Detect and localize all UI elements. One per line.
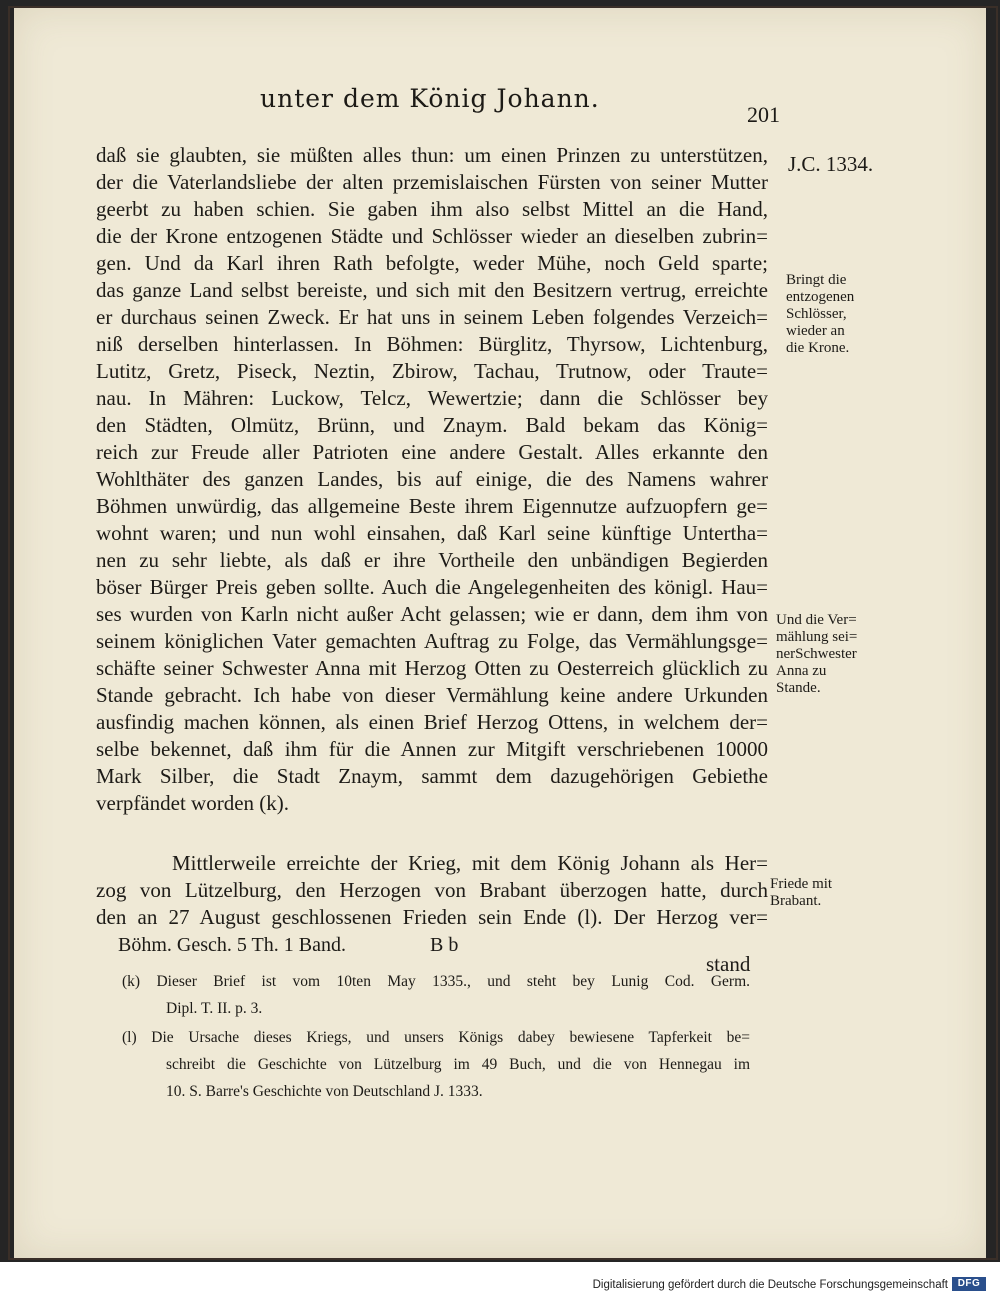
- margin-note-peace: Friede mit Brabant.: [770, 876, 833, 909]
- margin-note-crown: Bringt die entzogenen Schlösser, wieder an die Krone.: [786, 272, 855, 356]
- body-line: zog von Lützelburg, den Herzogen von Brabant überzogen hatte, durch: [96, 878, 768, 902]
- signature-mark: B b: [430, 934, 459, 956]
- body-line: Mark Silber, die Stadt Znaym, sammt dem dazugehörigen Gebiethe: [96, 764, 768, 788]
- credit-bar: [0, 1262, 1000, 1295]
- credit-text: Digitalisierung gefördert durch die Deutsche Forschungsgemeinschaft: [592, 1279, 948, 1291]
- body-line: er durchaus seinen Zweck. Er hat uns in seinem Leben folgendes Verzeich=: [96, 305, 768, 329]
- running-head: unter dem König Johann.: [260, 84, 600, 113]
- body-line: Stande gebracht. Ich habe von dieser Vermählung keine andere Urkunden: [96, 683, 768, 707]
- body-line: verpfändet worden (k).: [96, 791, 289, 815]
- body-line: wohnt waren; und nun wohl einsahen, daß Karl seine künftige Untertha=: [96, 521, 768, 545]
- signature-line: [118, 934, 758, 964]
- body-line: Böhmen unwürdig, das allgemeine Beste ihrem Eigennutze aufzuopfern ge=: [96, 494, 768, 518]
- body-line: schäfte seiner Schwester Anna mit Herzog Otten zu Oesterreich glücklich zu: [96, 656, 768, 680]
- page-header: [260, 84, 780, 128]
- footnote-l-line: 10. S. Barre's Geschichte von Deutschland J. 1333.: [166, 1083, 483, 1100]
- body-line: niß derselben hinterlassen. In Böhmen: Bürglitz, Thyrsow, Lichtenburg,: [96, 332, 768, 356]
- footnote-l-line: schreibt die Geschichte von Lützelburg im 49 Buch, und die von Hennegau im: [166, 1056, 750, 1073]
- body-line: Lutitz, Gretz, Piseck, Neztin, Zbirow, Tachau, Trutnow, oder Traute=: [96, 359, 768, 383]
- margin-note-marriage: Und die Ver= mählung sei= nerSchwester Anna zu Stande.: [776, 612, 858, 696]
- body-line: das ganze Land selbst bereiste, und sich mit den Besitzern vertrug, erreichte: [96, 278, 768, 302]
- footnote-l-line: (l) Die Ursache dieses Kriegs, und unsers Königs dabey bewiesene Tapferkeit be=: [122, 1029, 750, 1046]
- body-line: daß sie glaubten, sie müßten alles thun: um einen Prinzen zu unterstützen,: [96, 143, 768, 167]
- body-line: ses wurden von Karln nicht außer Acht gelassen; wie er dann, dem ihm von: [96, 602, 768, 626]
- body-line: Wohlthäter des ganzen Landes, bis auf einige, die des Namens wahrer: [96, 467, 768, 491]
- dfg-logo: DFG: [952, 1277, 986, 1291]
- signature-text: Böhm. Gesch. 5 Th. 1 Band.: [118, 934, 346, 956]
- margin-year: J.C. 1334.: [788, 152, 874, 176]
- body-line: böser Bürger Preis geben sollte. Auch die Angelegenheiten des königl. Hau=: [96, 575, 768, 599]
- body-line: die der Krone entzogenen Städte und Schlösser wieder an dieselben zubrin=: [96, 224, 768, 248]
- body-line: reich zur Freude aller Patrioten eine andere Gestalt. Alles erkannte den: [96, 440, 768, 464]
- body-line: den Städten, Olmütz, Brünn, und Znaym. Bald bekam das König=: [96, 413, 768, 437]
- body-line: Mittlerweile erreichte der Krieg, mit dem König Johann als Her=: [172, 851, 768, 875]
- body-line: gen. Und da Karl ihren Rath befolgte, weder Mühe, noch Geld sparte;: [96, 251, 768, 275]
- catchword: stand: [706, 952, 751, 976]
- footnote-k-line: (k) Dieser Brief ist vom 10ten May 1335., und steht bey Lunig Cod. Germ.: [122, 973, 750, 990]
- body-line: nau. In Mähren: Luckow, Telcz, Wewertzie; dann die Schlösser bey: [96, 386, 768, 410]
- body-line: selbe bekennet, daß ihm für die Annen zur Mitgift verschriebenen 10000: [96, 737, 768, 761]
- body-line: den an 27 August geschlossenen Frieden sein Ende (l). Der Herzog ver=: [96, 905, 768, 929]
- page-number: 201: [747, 102, 780, 127]
- body-line: geerbt zu haben schien. Sie gaben ihm also selbst Mittel an die Hand,: [96, 197, 768, 221]
- footnote-k-line: Dipl. T. II. p. 3.: [166, 1000, 263, 1017]
- body-line: nen zu sehr liebte, als daß er ihre Vortheile den unbändigen Begierden: [96, 548, 768, 572]
- body-line: ausfindig machen können, als einen Brief Herzog Ottens, in welchem der=: [96, 710, 768, 734]
- body-line: der die Vaterlandsliebe der alten przemislaischen Fürsten von seiner Mutter: [96, 170, 768, 194]
- body-line: seinem königlichen Vater gemachten Auftrag zu Folge, das Vermählungsge=: [96, 629, 768, 653]
